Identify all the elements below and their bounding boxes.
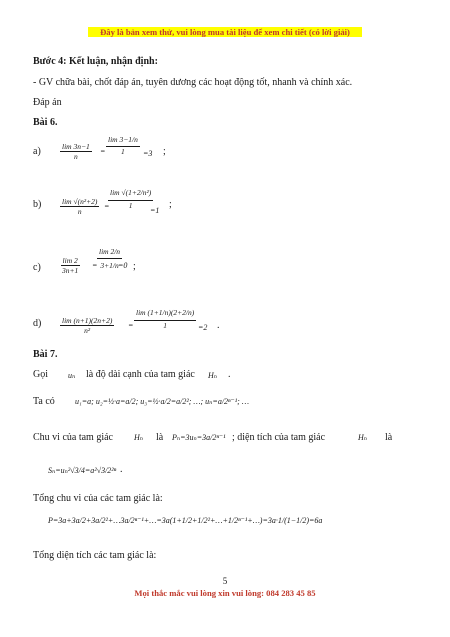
bai6-a-end: ; [163, 146, 166, 157]
bai7-line1-var: uₙ [68, 371, 76, 380]
bai7-line3-var: Hₙ [134, 433, 144, 442]
bai6-c-eq: = [92, 261, 98, 270]
bai6-a-label: a) [33, 146, 41, 157]
bai6-b-lhs-num: lim √(n²+2) [62, 197, 98, 206]
bai7-line3-var2: Hₙ [358, 433, 368, 442]
bai7-line2-pre: Ta có [33, 396, 55, 407]
bai6-d-lhs [60, 316, 114, 335]
bai6-d-rhs-num: lim (1+1/n)(2+2/n) [134, 306, 196, 321]
step4-text: - GV chữa bài, chốt đáp án, tuyên dương các hoạt động tốt, nhanh và chính xác. [33, 77, 353, 88]
bai7-line3-formula: Pₙ=3uₙ=3a/2ⁿ⁻¹ [172, 433, 226, 442]
bai6-c-label: c) [33, 262, 41, 273]
bai7-title: Bài 7. [33, 349, 58, 360]
bai6-d-lhs-den: n² [84, 326, 91, 335]
bai6-d-result: =2 [198, 323, 208, 332]
bai6-d-rhs [134, 306, 196, 330]
bai6-b-result: =1 [150, 206, 160, 215]
bai6-b-lhs-den: n [77, 207, 82, 216]
bai6-b-lhs [60, 197, 99, 216]
bai6-c-result: =0 [118, 261, 128, 270]
area-sum-label: Tổng diện tích các tam giác là: [33, 550, 157, 561]
page-number: 5 [222, 576, 228, 586]
bai7-line4-end: . [120, 464, 123, 475]
preview-banner: Đây là bản xem thử, vui lòng mua tài liệu để xem chi tiết (có lời giải) [88, 27, 362, 37]
bai6-d-end: . [217, 320, 220, 331]
perimeter-formula: P=3a+3a/2+3a/2²+…3a/2ⁿ⁻¹+…=3a(1+1/2+1/2²+…+1/2ⁿ⁻¹+…)=3a·1/(1−1/2)=6a [48, 516, 323, 525]
answer-label: Đáp án [33, 97, 62, 108]
bai7-line3-mid: là [156, 432, 164, 443]
bai6-a-result: =3 [143, 149, 153, 158]
bai6-d-rhs-den: 1 [163, 321, 167, 330]
bai6-b-rhs-den: 1 [128, 201, 133, 210]
bai6-c-lhs [60, 256, 80, 275]
step4-title: Bước 4: Kết luận, nhận định: [33, 56, 158, 67]
bai7-line2-formula: u₁=a; u₂=½·a=a/2; u₃=½·a/2=a/2²; …; uₙ=a/2ⁿ⁻¹; … [75, 397, 249, 406]
bai7-line3-end: là [385, 432, 393, 443]
bai6-c-end: ; [133, 261, 136, 272]
bai7-line1-pre: Gọi [33, 369, 48, 380]
bai6-a-rhs [106, 133, 140, 156]
bai7-line1-mid: là độ dài cạnh của tam giác [86, 369, 195, 380]
bai7-line1-end: . [228, 369, 231, 380]
bai6-b-label: b) [33, 199, 42, 210]
perimeter-sum-label: Tổng chu vi của các tam giác là: [33, 493, 163, 504]
bai6-d-lhs-num: lim (n+1)(2n+2) [62, 316, 113, 325]
bai6-b-eq: = [104, 202, 110, 211]
bai6-c-rhs-num: lim 2/n [97, 245, 122, 259]
bai6-c-lhs-num: lim 2 [62, 256, 78, 265]
bai6-a-eq: = [100, 147, 106, 156]
bai6-a-lhs-num: lim 3n−1 [62, 142, 90, 151]
bai7-line3-pre: Chu vi của tam giác [33, 432, 113, 443]
bai6-c-lhs-den: 3n+1 [62, 266, 79, 275]
bai6-a-lhs-den: n [74, 152, 78, 161]
bai7-line3-mid2: ; diện tích của tam giác [232, 432, 326, 443]
bai6-title: Bài 6. [33, 117, 58, 128]
contact-banner: Mọi thắc mắc vui lòng xin vui lòng: 084 283 45 85 [134, 588, 316, 598]
bai6-b-end: ; [169, 199, 172, 210]
bai6-d-eq: = [128, 321, 134, 330]
bai6-a-rhs-num: lim 3−1/n [106, 133, 140, 147]
bai6-b-rhs-num: lim √(1+2/n²) [108, 186, 153, 201]
bai6-c-rhs-den: 3+1/n [100, 261, 119, 270]
bai6-b-rhs [108, 186, 153, 210]
bai6-a-lhs [60, 142, 92, 161]
bai6-a-rhs-den: 1 [121, 147, 125, 156]
bai7-line1-var2: Hₙ [208, 371, 218, 380]
bai7-line4-formula: Sₙ=uₙ²√3/4=a²√3/2²ⁿ [48, 466, 117, 475]
bai6-d-label: d) [33, 318, 42, 329]
